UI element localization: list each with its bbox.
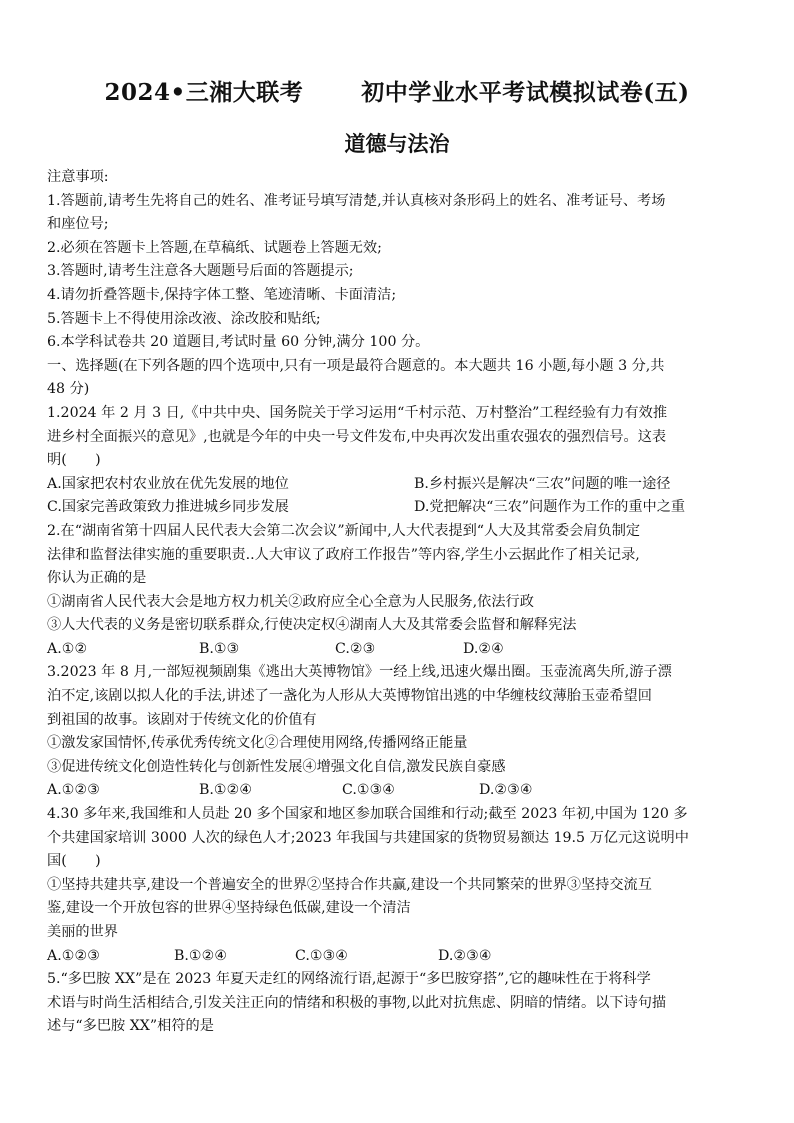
notice-item: 6.本学科试卷共 20 道题目,考试时量 60 分钟,满分 100 分。	[47, 334, 430, 351]
question-2-options	[47, 638, 749, 662]
question-2-statement: ③人大代表的义务是密切联系群众,行使决定权④湖南人大及其常委会监督和解释宪法	[47, 617, 577, 634]
option-a: A.国家把农村农业放在优先发展的地位	[47, 475, 289, 492]
question-4-statement: 鉴,建设一个开放包容的世界④坚持绿色低碳,建设一个清洁	[47, 900, 411, 917]
notice-item: 1.答题前,请考生先将自己的姓名、准考证号填写清楚,并认真核对条形码上的姓名、准考证号、考场	[47, 192, 666, 209]
question-2-stem: 2.在“湖南省第十四届人民代表大会第二次会议”新闻中,人大代表提到“人大及其常委会肩负制定	[47, 522, 641, 539]
question-4-statement: 美丽的世界	[47, 924, 118, 940]
option-a: A.①②③	[47, 782, 100, 799]
question-4-stem: 4.30 多年来,我国维和人员赴 20 多个国家和地区参加联合国维和行动;截至 2023 年初,中国为 120 多	[47, 806, 688, 823]
option-c: C.国家完善政策致力推进城乡同步发展	[47, 499, 289, 516]
option-d: D.党把解决“三农”问题作为工作的重中之重	[414, 499, 686, 516]
notice-item: 3.答题时,请考生注意各大题题号后面的答题提示;	[47, 263, 354, 280]
exam-name: 初中学业水平考试模拟试卷(五)	[361, 79, 690, 106]
question-3-options	[47, 779, 749, 803]
option-d: D.②③④	[438, 947, 492, 964]
question-5-stem: 5.“多巴胺 XX”是在 2023 年夏天走红的网络流行语,起源于“多巴胺穿搭”,它的趣味性在于将科学	[47, 971, 651, 988]
option-c: C.①③④	[342, 782, 396, 799]
question-1-stem: 进乡村全面振兴的意见》,也就是今年的中央一号文件发布,中央再次发出重农强农的强烈信号。这表	[47, 428, 667, 445]
question-4-stem: 个共建国家培训 3000 人次的绿色人才;2023 年我国与共建国家的货物贸易额达 19.5 万亿元这说明中	[47, 829, 689, 846]
exam-title	[0, 74, 794, 107]
subject-title: 道德与法治	[344, 131, 450, 156]
option-b: B.①②④	[174, 947, 228, 964]
question-3-statement: ③促进传统文化创造性转化与创新性发展④增强文化自信,激发民族自豪感	[47, 758, 506, 775]
question-5-stem: 术语与时尚生活相结合,引发关注正向的情绪和积极的事物,以此对抗焦虑、阴暗的情绪。以下诗句描	[47, 994, 667, 1011]
question-4-options	[47, 945, 749, 969]
option-d: D.②④	[463, 640, 504, 657]
question-2-stem: 法律和监督法律实施的重要职责..人大审议了政府工作报告”等内容,学生小云据此作了相关记录,	[47, 546, 640, 563]
option-c: C.②③	[335, 640, 376, 657]
question-4-statement: ①坚持共建共享,建设一个普遍安全的世界②坚持合作共赢,建设一个共同繁荣的世界③坚持交流互	[47, 876, 652, 893]
question-5-stem: 述与“多巴胺 XX”相符的是	[47, 1018, 214, 1035]
question-4-stem: 国( )	[47, 853, 101, 870]
question-2-statement: ①湖南省人民代表大会是地方权力机关②政府应全心全意为人民服务,依法行政	[47, 593, 534, 610]
question-3-stem: 泊不定,该剧以拟人化的手法,讲述了一盏化为人形从大英博物馆出逃的中华缠枝纹薄胎玉壶希望回	[47, 688, 652, 705]
question-2-stem: 你认为正确的是	[47, 570, 147, 587]
notice-item: 5.答题卡上不得使用涂改液、涂改胶和贴纸;	[47, 310, 321, 327]
exam-body	[47, 166, 749, 1039]
exam-series: 2024•三湘大联考	[104, 79, 304, 106]
question-1-options	[47, 473, 749, 497]
option-a: A.①②③	[47, 947, 100, 964]
notice-heading: 注意事项:	[47, 169, 109, 185]
question-1-options	[47, 496, 749, 520]
question-1-stem: 明( )	[47, 452, 101, 469]
section-heading: 48 分)	[47, 381, 90, 398]
option-b: B.①②④	[199, 782, 253, 799]
option-b: B.①③	[199, 640, 240, 657]
question-1-stem: 1.2024 年 2 月 3 日,《中共中央、国务院关于学习运用“千村示范、万村整治”工程经验有力有效推	[47, 404, 668, 421]
notice-item: 2.必须在答题卡上答题,在草稿纸、试题卷上答题无效;	[47, 239, 382, 256]
option-a: A.①②	[47, 640, 88, 657]
question-3-statement: ①激发家国情怀,传承优秀传统文化②合理使用网络,传播网络正能量	[47, 735, 468, 752]
notice-item: 4.请勿折叠答题卡,保持字体工整、笔迹清晰、卡面清洁;	[47, 286, 397, 303]
option-b: B.乡村振兴是解决“三农”问题的唯一途径	[414, 475, 671, 492]
question-3-stem: 3.2023 年 8 月,一部短视频剧集《逃出大英博物馆》一经上线,迅速火爆出圈。玉壶流离失所,游子漂	[47, 664, 672, 681]
notice-item: 和座位号;	[47, 216, 109, 233]
option-c: C.①③④	[295, 947, 349, 964]
question-3-stem: 到祖国的故事。该剧对于传统文化的价值有	[47, 711, 317, 728]
section-heading: 一、选择题(在下列各题的四个选项中,只有一项是最符合题意的。本大题共 16 小题,每小题 3 分,共	[47, 357, 665, 374]
option-d: D.②③④	[479, 782, 533, 799]
